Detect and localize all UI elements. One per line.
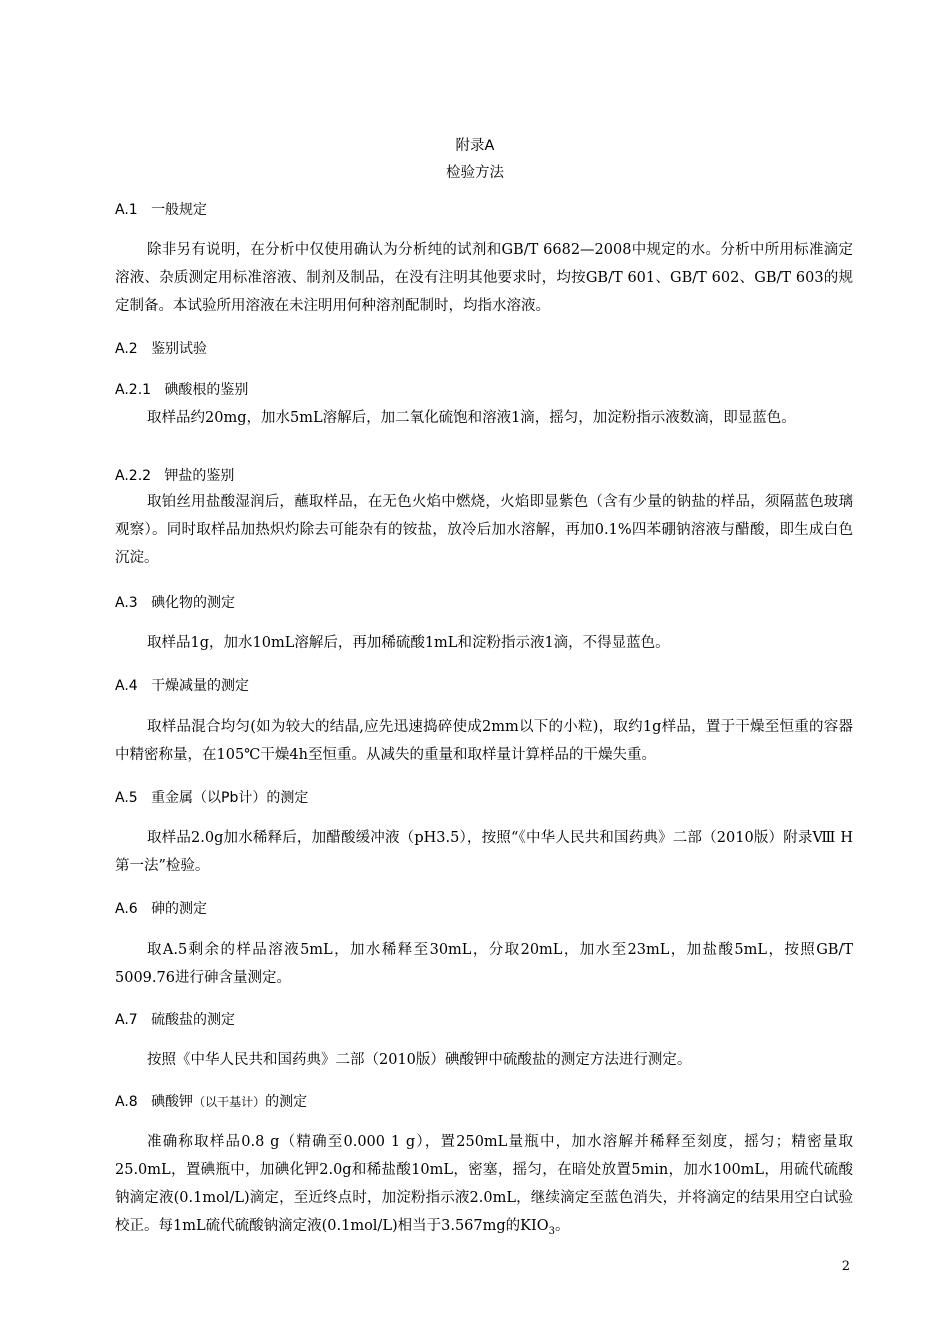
section-title-suffix: 的测定	[265, 1094, 308, 1110]
section-a5-heading	[115, 788, 308, 808]
section-title: 碘酸根的鉴别	[164, 382, 249, 398]
section-number: A.1	[115, 202, 138, 218]
section-number: A.2.1	[115, 382, 152, 398]
section-title: 碘化物的测定	[151, 595, 236, 611]
section-a7-heading	[115, 1010, 235, 1030]
section-a5-text: 取样品2.0g加水稀释后，加醋酸缓冲液（pH3.5），按照“《中华人民共和国药典》二部（2010版）附录Ⅷ H 第一法”检验。	[115, 830, 853, 874]
section-a6-heading	[115, 899, 207, 919]
section-number: A.8	[115, 1094, 138, 1110]
section-a1-heading	[115, 200, 207, 220]
appendix-header	[0, 133, 950, 187]
section-number: A.3	[115, 595, 138, 611]
section-a3-heading	[115, 593, 235, 613]
section-a22-heading	[115, 466, 234, 486]
section-title: 砷的测定	[151, 901, 208, 917]
section-title: 硫酸盐的测定	[151, 1012, 236, 1028]
section-title: 钾盐的鉴别	[164, 468, 235, 484]
section-a8-text	[115, 1128, 853, 1246]
appendix-label: 附录A	[455, 138, 495, 154]
section-a21-heading	[115, 380, 248, 400]
section-a6-text: 取A.5剩余的样品溶液5mL，加水稀释至30mL，分取20mL，加水至23mL，加盐酸5mL，按照GB/T 5009.76进行砷含量测定。	[115, 942, 853, 986]
section-a21-text: 取样品约20mg，加水5mL溶解后，加二氧化硫饱和溶液1滴，摇匀，加淀粉指示液数滴，即显蓝色。	[147, 410, 796, 426]
section-a8-text-end: 。	[554, 1218, 570, 1234]
section-number: A.7	[115, 1012, 138, 1028]
section-a4-text: 取样品混合均匀(如为较大的结晶,应先迅速捣碎使成2mm以下的小粒)，取约1g样品，置于干燥至恒重的容器中精密称量，在105℃干燥4h至恒重。从减失的重量和取样量计算样品的干燥失重。	[115, 719, 853, 763]
section-a8-heading	[115, 1092, 307, 1112]
subscript: 3	[548, 1225, 555, 1237]
section-title-qualifier: （以干基计）	[193, 1095, 266, 1109]
section-a22-text: 取铂丝用盐酸湿润后，蘸取样品，在无色火焰中燃烧，火焰即显紫色（含有少量的钠盐的样品，须隔蓝色玻璃观察）。同时取样品加热炽灼除去可能杂有的铵盐，放冷后加水溶解，再加0.1%四苯硼钠溶液与醋酸，即生成白色沉淀。	[115, 494, 853, 566]
page-number: 2	[841, 1259, 850, 1274]
section-title: 干燥减量的测定	[151, 678, 250, 694]
section-a4-heading	[115, 676, 249, 696]
section-title: 重金属（以Pb计）的测定	[151, 790, 309, 806]
section-a7-text: 按照《中华人民共和国药典》二部（2010版）碘酸钾中硫酸盐的测定方法进行测定。	[147, 1052, 692, 1068]
section-number: A.5	[115, 790, 138, 806]
section-number: A.2.2	[115, 468, 152, 484]
section-title: 一般规定	[151, 202, 208, 218]
section-number: A.2	[115, 341, 138, 357]
section-title: 碘酸钾	[151, 1094, 194, 1110]
section-number: A.6	[115, 901, 138, 917]
appendix-title: 检验方法	[446, 165, 504, 181]
section-a2-heading	[115, 339, 207, 359]
section-a3-text: 取样品1g，加水10mL溶解后，再加稀硫酸1mL和淀粉指示液1滴，不得显蓝色。	[147, 635, 670, 651]
section-a8-text-main: 准确称取样品0.8 g（精确至0.000 1 g），置250mL量瓶中，加水溶解并稀释至刻度，摇匀；精密量取25.0mL，置碘瓶中，加碘化钾2.0g和稀盐酸10mL，密塞，摇匀，在暗处放置5min，加水100mL，用硫代硫酸钠滴定液(0.1mol/L)滴定，至近终点时，加淀粉指示液2.0mL，继续滴定至蓝色消失，并将滴定的结果用空白试验校正。每1mL硫代硫酸钠滴定液(0.1mol/L)相当于3.567mg的KIO	[115, 1134, 853, 1234]
section-a1-text: 除非另有说明，在分析中仅使用确认为分析纯的试剂和GB/T 6682—2008中规定的水。分析中所用标准滴定溶液、杂质测定用标准溶液、制剂及制品，在没有注明其他要求时，均按GB/T 601、GB/T 602、GB/T 603的规定制备。本试验所用溶液在未注明用何种溶剂配制时，均指水溶液。	[115, 242, 853, 314]
section-number: A.4	[115, 678, 138, 694]
section-title: 鉴别试验	[151, 341, 208, 357]
